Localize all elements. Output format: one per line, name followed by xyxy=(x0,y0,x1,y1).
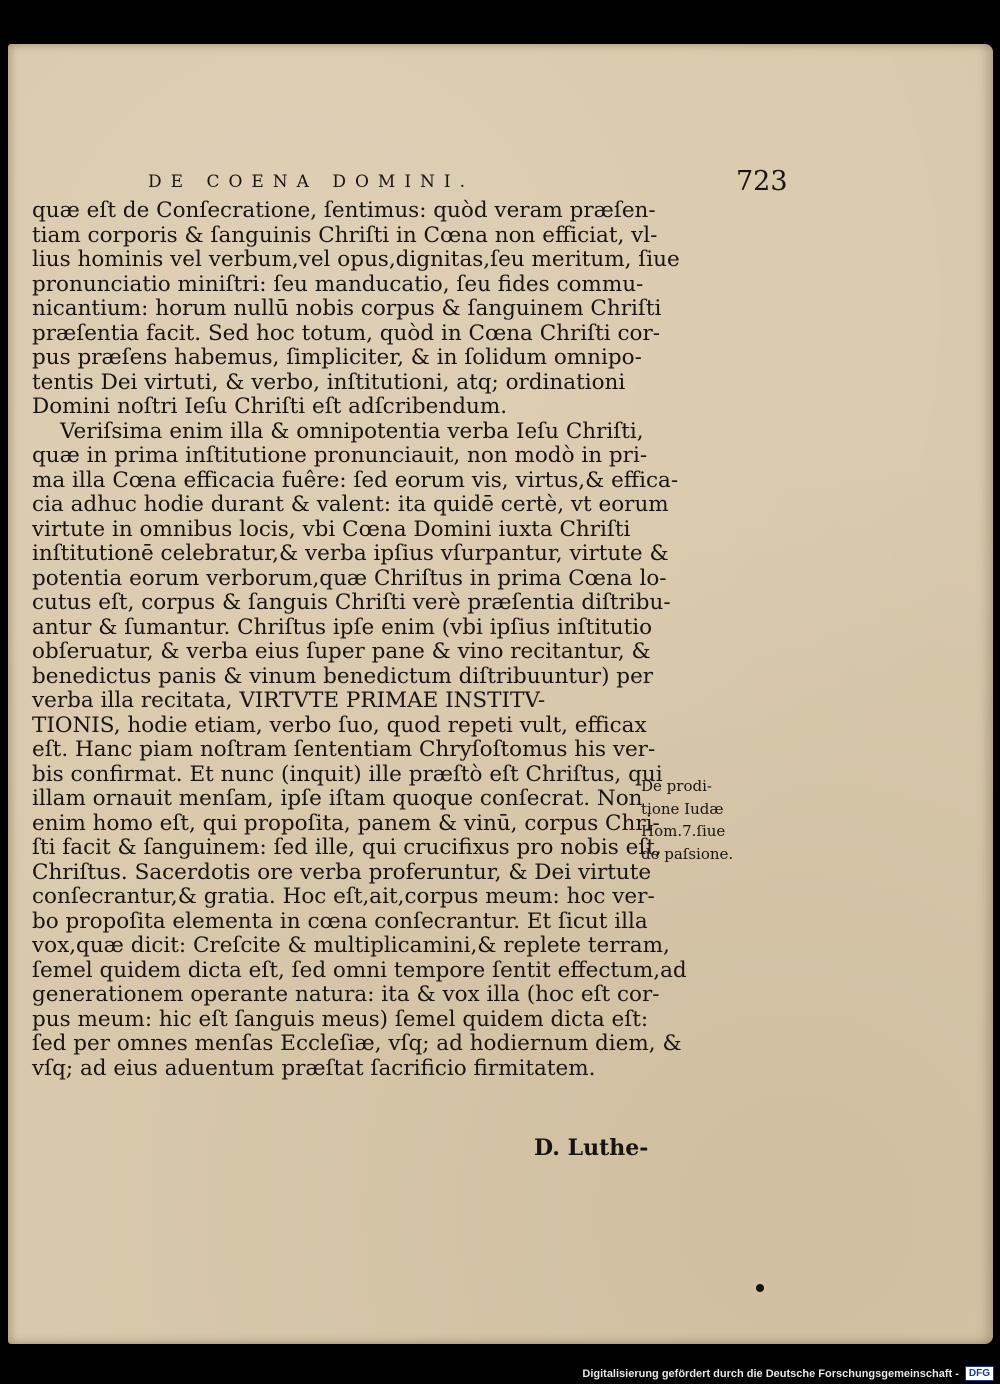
text-line: vſq; ad eius aduentum præſtat ſacrificio firmitatem. xyxy=(32,1055,596,1081)
margin-note xyxy=(641,775,761,865)
text-line: eſt. Hanc piam noſtram ſententiam Chryſoſtomus his ver- xyxy=(32,737,656,762)
text-line: benedictus panis & vinum benedictum diſtribuuntur) per xyxy=(32,663,654,689)
text-line: lius hominis vel verbum,vel opus,dignitas,ſeu meritum, ſiue xyxy=(32,247,680,272)
text-line: antur & ſumantur. Chriſtus ipſe enim (vbi ipſius inſtitutio xyxy=(32,614,653,640)
text-line: potentia eorum verborum,quæ Chriſtus in prima Cœna lo- xyxy=(32,565,667,591)
text-line: enim homo eſt, qui propoſita, panem & vinū, corpus Chri- xyxy=(32,810,660,836)
text-line: generationem operante natura: ita & vox illa (hoc eſt cor- xyxy=(32,982,660,1007)
text-line: pronunciatio miniſtri: ſeu manducatio, ſeu fides commu- xyxy=(32,271,644,297)
footer-bar xyxy=(0,1363,1000,1384)
text-line: illam ornauit menſam, ipſe iſtam quoque conſecrat. Non xyxy=(32,786,643,811)
text-line: vox,quæ dicit: Creſcite & multiplicamini,& replete terram, xyxy=(32,933,670,958)
text-line: pus meum: hic eſt ſanguis meus) ſemel quidem dicta eſt: xyxy=(32,1006,649,1032)
text-line: cia adhuc hodie durant & valent: ita quidē certè, vt eorum xyxy=(32,492,669,517)
text-line: ſed per omnes menſas Eccleſiæ, vſq; ad hodiernum diem, & xyxy=(32,1031,682,1056)
margin-note-line: De prodi- xyxy=(641,777,712,795)
text-line: nicantium: horum nullū nobis corpus & ſanguinem Chriſti xyxy=(32,296,662,321)
text-line: obſeruatur, & verba eius ſuper pane & vino recitantur, & xyxy=(32,639,651,664)
text-line: cutus eſt, corpus & ſanguis Chriſti verè præſentia diſtribu- xyxy=(32,590,671,615)
text-line: ſemel quidem dicta eſt, ſed omni tempore ſentit effectum,ad xyxy=(32,957,687,983)
text-line: bis confirmat. Et nunc (inquit) ille præſtò eſt Chriſtus, qui xyxy=(32,761,663,787)
margin-note-line: Hom.7.ſiue xyxy=(641,822,726,840)
text-line: ſti facit & ſanguinem: ſed ille, qui crucifixus pro nobis eſt, xyxy=(32,835,662,860)
text-line: inſtitutionē celebratur,& verba ipſius vſurpantur, virtute & xyxy=(32,541,669,566)
running-header xyxy=(148,166,788,198)
text-line: tiam corporis & ſanguinis Chriſti in Cœna non efficiat, vl- xyxy=(32,222,658,248)
text-line: verba illa recitata, VIRTVTE PRIMAE INSTITV- xyxy=(32,688,546,713)
ink-spot xyxy=(756,1284,764,1292)
text-line: TIONIS, hodie etiam, verbo ſuo, quod repeti vult, efficax xyxy=(32,712,647,738)
text-line: præſentia facit. Sed hoc totum, quòd in Cœna Chriſti cor- xyxy=(32,320,660,346)
dfg-logo: DFG xyxy=(965,1366,994,1381)
text-line: ma illa Cœna efficacia fuêre: ſed eorum vis, virtus,& effica- xyxy=(32,467,679,493)
text-line: Domini noſtri Ieſu Chriſti eſt adſcribendum. xyxy=(32,394,508,419)
funding-credit: Digitalisierung gefördert durch die Deutsche Forschungsgemeinschaft - xyxy=(582,1367,959,1380)
margin-note-line: tione Iudæ xyxy=(641,799,724,818)
text-line: tentis Dei virtuti, & verbo, inſtitutioni, atq; ordinationi xyxy=(32,369,626,395)
text-line: quæ eſt de Conſecratione, ſentimus: quòd veram præſen- xyxy=(32,198,656,223)
margin-note-line: de paſsione. xyxy=(641,844,734,863)
text-line: bo propoſita elementa in cœna conſecrantur. Et ſicut illa xyxy=(32,908,648,934)
paragraph-start-line: Veriſsima enim illa & omnipotentia verba Ieſu Chriſti, xyxy=(60,418,644,444)
text-line: Chriſtus. Sacerdotis ore verba proferuntur, & Dei virtute xyxy=(32,859,652,885)
text-line: quæ in prima inſtitutione pronunciauit, non modò in pri- xyxy=(32,443,648,468)
text-line: conſecrantur,& gratia. Hoc eſt,ait,corpus meum: hoc ver- xyxy=(32,884,655,909)
running-title: DE COENA DOMINI. xyxy=(148,172,475,192)
page-number: 723 xyxy=(736,166,788,197)
catchword: D. Luthe- xyxy=(534,1135,649,1161)
text-line: virtute in omnibus locis, vbi Cœna Domini iuxta Chriſti xyxy=(32,516,631,542)
text-line: pus præſens habemus, ſimpliciter, & in ſolidum omnipo- xyxy=(32,345,642,370)
